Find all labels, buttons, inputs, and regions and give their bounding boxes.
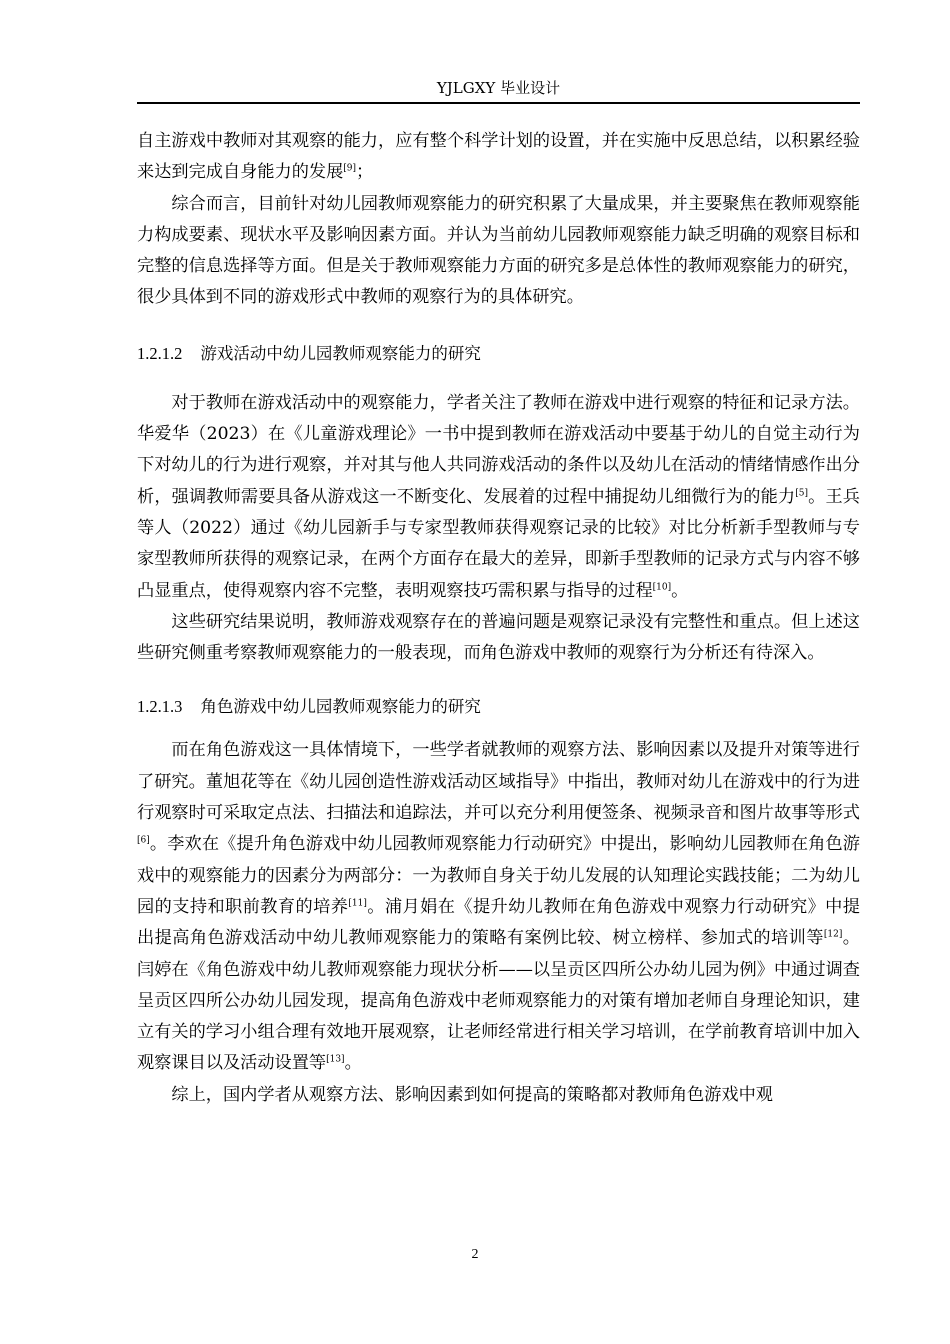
section-number: 1.2.1.2 bbox=[137, 343, 183, 363]
paragraph-5-text-e: 。 bbox=[344, 1053, 362, 1074]
page-number: 2 bbox=[471, 1247, 479, 1262]
paragraph-3-text-b: 。王兵等人（2022）通过《幼儿园新手与专家型教师获得观察记录的比较》对比分析新手型教师与专家型教师所获得的观察记录，在两个方面存在最大的差异，即新手型教师的记录方式与内容不够凸显重点，使得观察内容不完整，表明观察技巧需积累与指导的过程 bbox=[137, 486, 860, 601]
section-title: 游戏活动中幼儿园教师观察能力的研究 bbox=[200, 343, 481, 363]
paragraph-3-text-c: 。 bbox=[671, 580, 689, 601]
page-body bbox=[137, 126, 860, 1111]
paragraph-4: 这些研究结果说明，教师游戏观察存在的普遍问题是观察记录没有完整性和重点。但上述这些研究侧重考察教师观察能力的一般表现，而角色游戏中教师的观察行为分析还有待深入。 bbox=[137, 611, 860, 664]
paragraph-6: 综上，国内学者从观察方法、影响因素到如何提高的策略都对教师角色游戏中观 bbox=[171, 1084, 773, 1105]
paragraph-3-text-a: 对于教师在游戏活动中的观察能力，学者关注了教师在游戏中进行观察的特征和记录方法。华爱华（2023）在《儿童游戏理论》一书中提到教师在游戏活动中要基于幼儿的自觉主动行为下对幼儿的行为进行观察，并对其与他人共同游戏活动的条件以及幼儿在活动的情绪情感作出分析，强调教师需要具备从游戏这一不断变化、发展着的过程中捕捉幼儿细微行为的能力 bbox=[137, 392, 860, 507]
citation-10: [10] bbox=[652, 581, 672, 592]
header-title: YJLGXY 毕业设计 bbox=[436, 79, 561, 97]
citation-13: [13] bbox=[326, 1054, 345, 1065]
citation-5: [5] bbox=[795, 487, 809, 498]
paragraph-5-text-b: 。李欢在《提升角色游戏中幼儿园教师观察能力行动研究》中提出，影响幼儿园教师在角色游戏中的观察能力的因素分为两部分：一为教师自身关于幼儿发展的认知理论实践技能；二为幼儿园的支持和职前教育的培养 bbox=[137, 834, 860, 917]
citation-11: [11] bbox=[348, 898, 367, 909]
section-heading-1-2-1-2 bbox=[137, 342, 860, 366]
page-header bbox=[137, 76, 860, 104]
section-heading-1-2-1-3 bbox=[137, 695, 860, 719]
citation-12: [12] bbox=[823, 929, 843, 940]
paragraph-2: 综合而言，目前针对幼儿园教师观察能力的研究积累了大量成果，并主要聚焦在教师观察能力构成要素、现状水平及影响因素方面。并认为当前幼儿园教师观察能力缺乏明确的观察目标和完整的信息选择等方面。但是关于教师观察能力方面的研究多是总体性的教师观察能力的研究，很少具体到不同的游戏形式中教师的观察行为的具体研究。 bbox=[137, 193, 860, 308]
paragraph-1-end: ； bbox=[356, 162, 374, 183]
paragraph-5 bbox=[137, 735, 860, 1079]
paragraph-1-text: 自主游戏中教师对其观察的能力，应有整个科学计划的设置，并在实施中反思总结，以积累经验来达到完成自身能力的发展 bbox=[137, 131, 860, 183]
citation-6: [6] bbox=[137, 835, 150, 846]
paragraph-5-text-d: 。闫婷在《角色游戏中幼儿教师观察能力现状分析——以呈贡区四所公办幼儿园为例》中通过调查呈贡区四所公办幼儿园发现，提高角色游戏中老师观察能力的对策有增加老师自身理论知识，建立有关的学习小组合理有效地开展观察，让老师经常进行相关学习培训，在学前教育培训中加入观察课目以及活动设置等 bbox=[137, 928, 860, 1074]
paragraph-3 bbox=[137, 388, 860, 607]
citation-9: [9] bbox=[343, 163, 357, 174]
paragraph-5-text-c: 。浦月娟在《提升幼儿教师在角色游戏中观察力行动研究》中提出提高角色游戏活动中幼儿教师观察能力的策略有案例比较、树立榜样、参加式的培训等 bbox=[137, 896, 860, 949]
section-number: 1.2.1.3 bbox=[137, 697, 183, 717]
paragraph-5-text-a: 而在角色游戏这一具体情境下，一些学者就教师的观察方法、影响因素以及提升对策等进行了研究。董旭花等在《幼儿园创造性游戏活动区域指导》中指出，教师对幼儿在游戏中的行为进行观察时可采取定点法、扫描法和追踪法，并可以充分利用便签条、视频录音和图片故事等形式 bbox=[137, 740, 860, 824]
paragraph-1 bbox=[137, 126, 860, 189]
section-title: 角色游戏中幼儿园教师观察能力的研究 bbox=[200, 697, 481, 717]
